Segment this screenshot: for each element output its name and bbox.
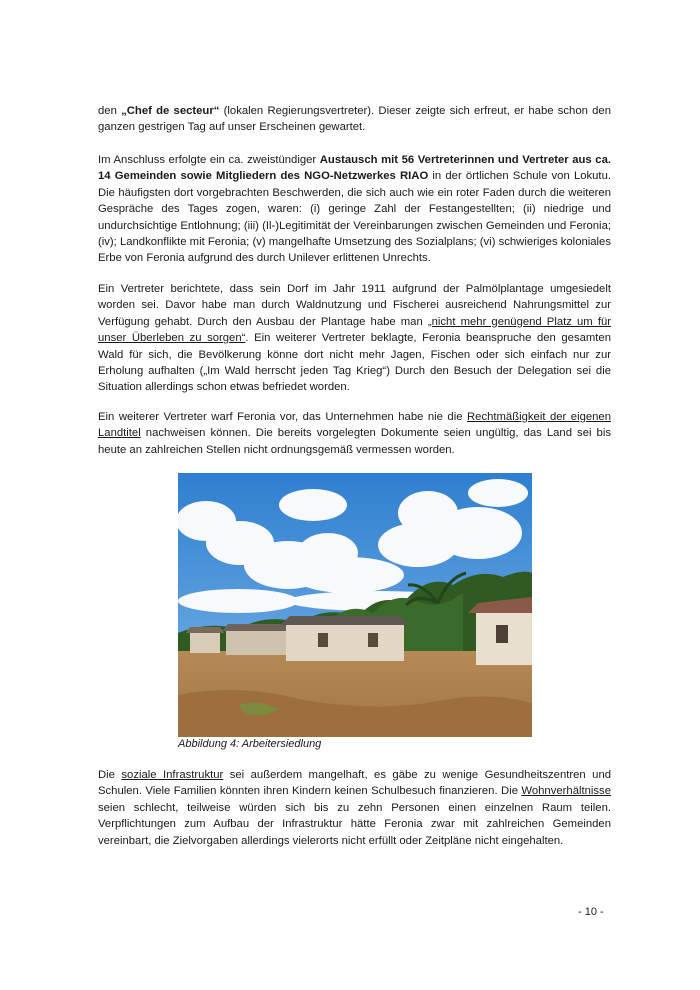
page-number: - 10 - [578,906,604,918]
text-run: . Ein weiterer Vertreter beklagte, Feronia beanspruche den gesamten Wald für sich, die Bevölkerung könne dort nicht mehr Jagen, Fischen oder sich einfach nur zur Erholung aufhalten („Im Wald herrscht jeden Tag Krieg“) Durch den Besuch der Delegation sei die Situation allerdings schon etwas befriedet worden. [98,332,611,394]
underlined-quote: „nicht mehr genügend Platz um für unser Überleben zu sorgen“ [98,315,612,345]
text-run: seien schlecht, teilweise würden sich bis zu zehn Personen einen einzelnen Raum teilen. Verpflichtungen zum Aufbau der Infrastruktur hätte Feronia zwar mit zahlreichen Gemeinden vereinbart, die Zielvorgaben allerdings vielerorts nicht erfüllt oder Zeitpläne nicht eingehalten. [98,801,611,847]
text-run: Ein Vertreter berichtete, dass sein Dorf im Jahr 1911 aufgrund der Palmölplantage umgesiedelt worden sei. Davor habe man durch Waldnutzung und Fischerei ausreichend Nahrungsmittel zur Verfügung gehabt. Durch den Ausbau der Plantage habe man [98,283,611,328]
bold-term: „Chef de secteur“ [121,105,220,117]
paragraph-land-titles [98,409,611,458]
figure-caption: Abbildung 4: Arbeitersiedlung [178,738,322,750]
paragraph-exchange [98,152,611,267]
text-run: Die [98,769,122,781]
paragraph-social-infrastructure [98,767,611,849]
underlined-term: Wohnverhältnisse [521,785,611,798]
text-run: in der örtlichen Schule von Lokutu. Die häufigsten dort vorgebrachten Beschwerden, die sich auch wie ein roter Faden durch die weiteren Gespräche des Tages zogen, waren: (i) geringe Zahl der Festangestellten; (ii) niedrige und undurchsichtige Entlohnung; (iii) (Il-)Legitimität der Vereinbarungen zwischen Gemeinden und Feronia; (iv); Landkonflikte mit Feronia; (v) mangelhafte Umsetzung des Sozialplans; (vi) schwieriges koloniales Erbe von Feronia aufgrund des durch Unilever erlittenen Unrechts. [98,170,611,265]
underlined-term: soziale Infrastruktur [121,769,224,781]
text-run: Ein weiterer Vertreter warf Feronia vor, das Unternehmen habe nie die [98,411,467,423]
paragraph-chef-de-secteur [98,103,611,136]
workers-settlement-photo [178,473,532,737]
text-run: sei außerdem mangelhaft, es gäbe zu wenige Gesundheitszentren und Schulen. Viele Familien könnten ihren Kindern keinen Schulbesuch finanzieren. Die [98,769,612,798]
text-run: nachweisen können. Die bereits vorgelegten Dokumente seien ungültig, das Land sei bis heute an zahlreichen Stellen nicht ordnungsgemäß vermessen worden. [98,427,611,456]
bold-term: Austausch mit 56 Vertreterinnen und Vertreter aus ca. 14 Gemeinden sowie Mitgliedern des NGO-Netzwerkes RIAO [98,154,611,183]
text-run: den [98,105,122,117]
text-run: Im Anschluss erfolgte ein ca. zweistündiger [98,154,320,166]
text-run: (lokalen Regierungsvertreter). Dieser zeigte sich erfreut, er habe schon den ganzen gestrigen Tag auf unser Erscheinen gewartet. [98,105,611,134]
paragraph-village-resettlement [98,281,611,396]
underlined-term: Rechtmäßigkeit der eigenen Landtitel [98,411,611,440]
